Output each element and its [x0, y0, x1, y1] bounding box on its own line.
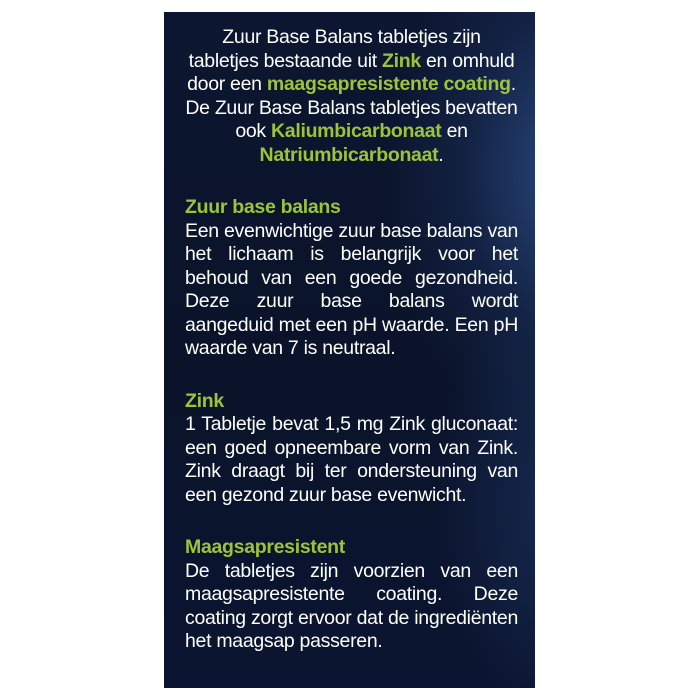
intro-text-5: . — [438, 143, 444, 166]
product-info-panel — [164, 12, 535, 688]
section-body: Een evenwichtige zuur base balans van het lichaam is belangrijk voor het behoud van een goede gezondheid. Deze zuur base balans wordt aangeduid met een pH waarde. Een pH waarde van 7 is neutraal. — [185, 219, 518, 359]
section-body: 1 Tabletje bevat 1,5 mg Zink gluconaat: een goed opneembare vorm van Zink. Zink draagt bij ter ondersteuning van een gezond zuur base evenwicht. — [185, 413, 518, 506]
intro-highlight-natriumbicarbonaat: Natriumbicarbonaat — [259, 143, 439, 166]
intro-text-3: . De Zuur Base Balans tabletjes bevatten ook — [185, 73, 518, 142]
intro-text-1: Zuur Base Balans tabletjes zijn tabletjes bestaande uit — [188, 26, 481, 72]
section-zink — [185, 390, 518, 508]
intro-paragraph — [185, 26, 518, 167]
intro-text-4: en — [441, 120, 468, 142]
intro-highlight-zink: Zink — [382, 49, 421, 72]
section-heading: Maagsapresistent — [185, 536, 345, 558]
section-heading: Zink — [185, 389, 224, 412]
intro-text-2: en omhuld door een — [187, 49, 515, 95]
section-maagsapresistent — [185, 536, 518, 654]
intro-highlight-kaliumbicarbonaat: Kaliumbicarbonaat — [271, 120, 442, 142]
section-heading: Zuur base balans — [185, 196, 341, 218]
intro-highlight-coating: maagsapresistente coating — [266, 73, 511, 95]
section-zuur-base-balans — [185, 196, 518, 361]
section-body: De tabletjes zijn voorzien van een maagsapresistente coating. Deze coating zorgt ervoor dat de ingrediënten het maagsap passeren. — [185, 559, 518, 652]
